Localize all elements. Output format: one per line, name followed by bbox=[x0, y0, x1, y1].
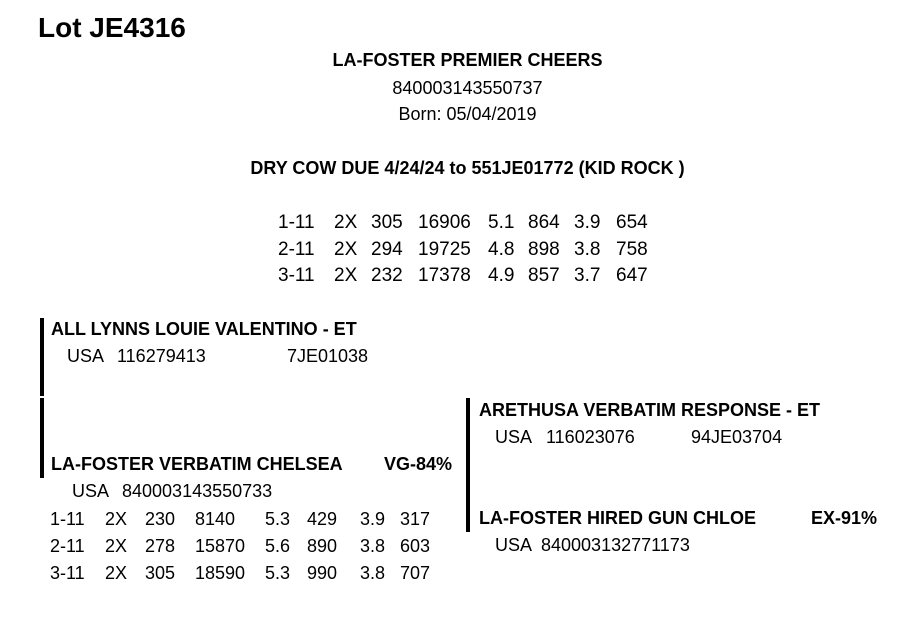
dam-dam-name: LA-FOSTER HIRED GUN CHLOE bbox=[479, 508, 756, 528]
dam-dam-country: USA bbox=[495, 535, 533, 555]
pedigree-bracket-dam-sire bbox=[466, 398, 470, 478]
pedigree-bracket-dam-dam bbox=[466, 478, 470, 532]
record-row: 2-11 2X 278 15870 5.6 890 3.8 603 bbox=[50, 536, 431, 556]
sire-code: 7JE01038 bbox=[287, 346, 369, 366]
dam-sire-registration: 116023076 bbox=[546, 427, 635, 447]
dam-sire-code: 94JE03704 bbox=[691, 427, 783, 447]
dam-country: USA bbox=[72, 481, 110, 501]
record-row: 2-11 2X 294 19725 4.8 898 3.8 758 bbox=[278, 238, 648, 260]
breeding-status: DRY COW DUE 4/24/24 to 551JE01772 (KID ROCK ) bbox=[250, 158, 685, 178]
sire-registration: 116279413 bbox=[117, 346, 206, 366]
sire-name: ALL LYNNS LOUIE VALENTINO - ET bbox=[51, 319, 357, 339]
sire-country: USA bbox=[67, 346, 105, 366]
record-row: 1-11 2X 305 16906 5.1 864 3.9 654 bbox=[278, 212, 648, 233]
animal-name: LA-FOSTER PREMIER CHEERS bbox=[332, 50, 603, 70]
dam-registration: 840003143550733 bbox=[122, 481, 273, 501]
dam-records bbox=[50, 506, 440, 587]
pedigree-bracket-dam bbox=[40, 398, 44, 478]
dam-score: VG-84% bbox=[384, 454, 453, 474]
record-row: 3-11 2X 305 18590 5.3 990 3.8 707 bbox=[50, 563, 431, 583]
dam-dam-registration: 840003132771173 bbox=[541, 535, 690, 555]
pedigree-bracket-sire bbox=[40, 318, 44, 396]
record-row: 3-11 2X 232 17378 4.9 857 3.7 647 bbox=[278, 265, 648, 286]
animal-records bbox=[278, 210, 656, 290]
dam-sire-country: USA bbox=[495, 427, 533, 447]
animal-id: 840003143550737 bbox=[392, 78, 543, 98]
record-row: 1-11 2X 230 8140 5.3 429 3.9 317 bbox=[50, 509, 431, 529]
dam-dam-score: EX-91% bbox=[811, 508, 878, 528]
lot-number: Lot JE4316 bbox=[38, 12, 186, 43]
dam-sire-name: ARETHUSA VERBATIM RESPONSE - ET bbox=[479, 400, 821, 420]
animal-born: Born: 05/04/2019 bbox=[398, 104, 537, 124]
dam-name: LA-FOSTER VERBATIM CHELSEA bbox=[51, 454, 343, 474]
